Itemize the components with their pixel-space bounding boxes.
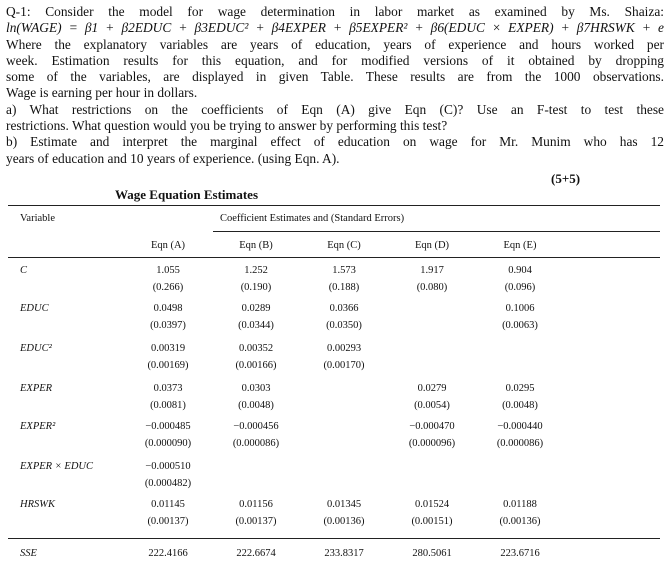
coef-cell-e: 0.1006 bbox=[505, 303, 535, 314]
model-equation: ln(WAGE) = β1 + β2EDUC + β3EDUC² + β4EXPER + β5EXPER² + β6(EDUC × EXPER) + β7HRSWK + e bbox=[6, 20, 664, 36]
col-header-c: Eqn (C) bbox=[327, 240, 361, 251]
coef-cell-b: 0.0303 bbox=[241, 383, 271, 394]
coef-cell-b: 0.01156 bbox=[239, 499, 273, 510]
col-header-d: Eqn (D) bbox=[414, 240, 450, 251]
question-part-a-cont: restrictions. What question would you be trying to answer by performing this test? bbox=[6, 118, 448, 134]
coef-cell-d: 0.01524 bbox=[414, 499, 450, 510]
sse-cell-a: 222.4166 bbox=[148, 548, 188, 559]
se-cell-b: (0.000086) bbox=[232, 438, 280, 449]
coef-cell-e: 0.01188 bbox=[503, 499, 537, 510]
coef-cell-a: 0.01145 bbox=[151, 499, 185, 510]
col-header-a: Eqn (A) bbox=[150, 240, 186, 251]
group-header: Coefficient Estimates and (Standard Errors) bbox=[220, 213, 405, 224]
coef-cell-a: 1.055 bbox=[156, 265, 180, 276]
coef-cell-d: 1.917 bbox=[420, 265, 444, 276]
coef-cell-c: 0.01345 bbox=[326, 499, 362, 510]
se-cell-e: (0.096) bbox=[504, 282, 536, 293]
se-cell-d: (0.000096) bbox=[408, 438, 456, 449]
question-text bbox=[6, 4, 664, 167]
coef-cell-a: 0.00319 bbox=[150, 343, 186, 354]
se-cell-a: (0.00169) bbox=[147, 360, 189, 371]
se-cell-d: (0.0054) bbox=[414, 400, 450, 411]
se-cell-a: (0.0081) bbox=[150, 400, 186, 411]
se-cell-e: (0.00136) bbox=[499, 516, 541, 527]
coef-cell-e: 0.0295 bbox=[505, 383, 535, 394]
coef-cell-e: 0.904 bbox=[508, 265, 532, 276]
se-cell-a: (0.000090) bbox=[144, 438, 192, 449]
coef-cell-a: −0.000485 bbox=[145, 421, 191, 432]
sse-cell-b: 222.6674 bbox=[236, 548, 276, 559]
coef-cell-c: 0.0366 bbox=[329, 303, 359, 314]
row-label-7: HRSWK bbox=[20, 499, 55, 510]
variable-header: Variable bbox=[20, 213, 55, 224]
coef-cell-d: 0.0279 bbox=[417, 383, 447, 394]
se-cell-d: (0.080) bbox=[416, 282, 448, 293]
coef-cell-c: 0.00293 bbox=[326, 343, 362, 354]
row-label-6: EXPER × EDUC bbox=[20, 461, 93, 472]
sse-rule bbox=[8, 538, 660, 539]
se-cell-a: (0.000482) bbox=[144, 478, 192, 489]
se-cell-d: (0.00151) bbox=[411, 516, 453, 527]
sse-cell-d: 280.5061 bbox=[412, 548, 452, 559]
coef-cell-c: 1.573 bbox=[332, 265, 356, 276]
se-cell-e: (0.000086) bbox=[496, 438, 544, 449]
sse-cell-e: 223.6716 bbox=[500, 548, 540, 559]
row-label-5: EXPER² bbox=[20, 421, 56, 432]
coef-cell-a: 0.0498 bbox=[153, 303, 183, 314]
coef-cell-b: 1.252 bbox=[244, 265, 268, 276]
coef-cell-b: 0.0289 bbox=[241, 303, 271, 314]
question-part-a: a) What restrictions on the coefficients of Eqn (A) give Eqn (C)? Use an F-test to test these bbox=[6, 101, 664, 117]
coef-cell-a: 0.0373 bbox=[153, 383, 183, 394]
se-cell-b: (0.00137) bbox=[235, 516, 277, 527]
question-line-6: Wage is earning per hour in dollars. bbox=[6, 85, 198, 101]
question-line-1: Q-1: Consider the model for wage determination in labor market as examined by Ms. Shaiza: bbox=[6, 4, 664, 19]
question-line-3: Where the explanatory variables are years of education, years of experience and hours worked per bbox=[6, 36, 664, 52]
wage-estimates-table bbox=[8, 205, 660, 565]
group-header-rule bbox=[213, 231, 660, 232]
header-bottom-rule bbox=[8, 257, 660, 258]
table-top-rule bbox=[8, 205, 660, 206]
coef-cell-d: −0.000470 bbox=[409, 421, 455, 432]
se-cell-a: (0.00137) bbox=[147, 516, 189, 527]
col-header-b: Eqn (B) bbox=[239, 240, 273, 251]
se-cell-b: (0.0344) bbox=[238, 320, 274, 331]
question-part-b-cont: years of education and 10 years of experience. (using Eqn. A). bbox=[6, 150, 340, 166]
row-label-4: EXPER bbox=[20, 383, 53, 394]
question-line-4: week. Estimation results for this equation, and for modified versions of it obtained by dropping bbox=[6, 52, 664, 68]
sse-cell-c: 233.8317 bbox=[324, 548, 364, 559]
coef-cell-b: 0.00352 bbox=[238, 343, 274, 354]
table-caption: Wage Equation Estimates bbox=[115, 187, 259, 202]
coef-cell-b: −0.000456 bbox=[233, 421, 279, 432]
points-label: (5+5) bbox=[551, 171, 581, 186]
se-cell-e: (0.0063) bbox=[502, 320, 538, 331]
question-line-5: some of the variables, are displayed in given Table. These results are from the 1000 observations. bbox=[6, 69, 664, 85]
se-cell-c: (0.0350) bbox=[326, 320, 362, 331]
se-cell-b: (0.190) bbox=[240, 282, 272, 293]
se-cell-c: (0.00170) bbox=[323, 360, 365, 371]
col-header-e: Eqn (E) bbox=[503, 240, 537, 251]
se-cell-e: (0.0048) bbox=[502, 400, 538, 411]
row-label-2: EDUC bbox=[20, 303, 49, 314]
se-cell-b: (0.0048) bbox=[238, 400, 274, 411]
sse-label: SSE bbox=[20, 548, 37, 559]
se-cell-b: (0.00166) bbox=[235, 360, 277, 371]
se-cell-a: (0.0397) bbox=[150, 320, 186, 331]
se-cell-a: (0.266) bbox=[152, 282, 184, 293]
se-cell-c: (0.00136) bbox=[323, 516, 365, 527]
row-label-1: C bbox=[20, 265, 28, 276]
question-part-b: b) Estimate and interpret the marginal effect of education on wage for Mr. Munim who has 12 bbox=[6, 134, 664, 150]
coef-cell-a: −0.000510 bbox=[145, 461, 191, 472]
se-cell-c: (0.188) bbox=[328, 282, 360, 293]
coef-cell-e: −0.000440 bbox=[497, 421, 543, 432]
row-label-3: EDUC² bbox=[20, 343, 52, 354]
